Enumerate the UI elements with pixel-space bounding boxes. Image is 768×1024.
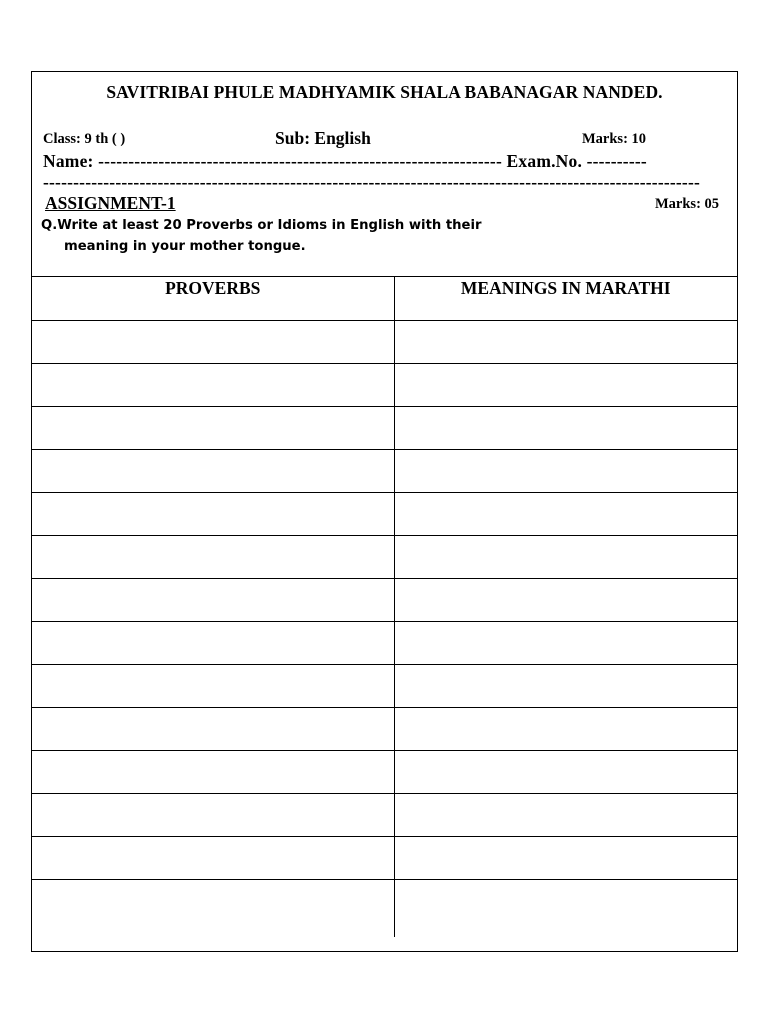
table-row bbox=[32, 364, 737, 407]
table-row bbox=[32, 837, 737, 880]
proverb-cell[interactable] bbox=[32, 579, 394, 622]
table-row bbox=[32, 579, 737, 622]
assignment-sheet bbox=[31, 71, 738, 952]
column-header-meanings: MEANINGS IN MARATHI bbox=[394, 277, 737, 321]
table-row bbox=[32, 880, 737, 937]
meaning-cell[interactable] bbox=[394, 493, 737, 536]
class-label: Class: 9 th ( ) bbox=[43, 131, 126, 147]
proverb-cell[interactable] bbox=[32, 407, 394, 450]
proverbs-table bbox=[32, 276, 737, 937]
table-header-row bbox=[32, 277, 737, 321]
table-row bbox=[32, 794, 737, 837]
name-exam-line: Name: ------------------------------------------------------------------- Exam.No. ---------- bbox=[43, 151, 647, 171]
table-row bbox=[32, 493, 737, 536]
table-body bbox=[32, 321, 737, 937]
question-line-1: Q.Write at least 20 Proverbs or Idioms in English with their bbox=[41, 218, 482, 233]
table-row bbox=[32, 407, 737, 450]
meaning-cell[interactable] bbox=[394, 751, 737, 794]
proverb-cell[interactable] bbox=[32, 450, 394, 493]
meaning-cell[interactable] bbox=[394, 321, 737, 364]
subject-label: Sub: English bbox=[275, 128, 371, 148]
proverb-cell[interactable] bbox=[32, 364, 394, 407]
column-header-proverbs: PROVERBS bbox=[32, 277, 394, 321]
sheet-header bbox=[32, 72, 737, 276]
meaning-cell[interactable] bbox=[394, 837, 737, 880]
table-row bbox=[32, 321, 737, 364]
table-row bbox=[32, 665, 737, 708]
table-row bbox=[32, 536, 737, 579]
proverb-cell[interactable] bbox=[32, 708, 394, 751]
total-marks: Marks: 10 bbox=[582, 131, 647, 147]
meaning-cell[interactable] bbox=[394, 880, 737, 937]
assignment-title: ASSIGNMENT-1 bbox=[45, 193, 176, 213]
meaning-cell[interactable] bbox=[394, 622, 737, 665]
meaning-cell[interactable] bbox=[394, 536, 737, 579]
proverb-cell[interactable] bbox=[32, 536, 394, 579]
proverb-cell[interactable] bbox=[32, 837, 394, 880]
meaning-cell[interactable] bbox=[394, 708, 737, 751]
proverb-cell[interactable] bbox=[32, 493, 394, 536]
meaning-cell[interactable] bbox=[394, 450, 737, 493]
meaning-cell[interactable] bbox=[394, 407, 737, 450]
meaning-cell[interactable] bbox=[394, 579, 737, 622]
proverb-cell[interactable] bbox=[32, 880, 394, 937]
question-line-2: meaning in your mother tongue. bbox=[64, 239, 306, 254]
table-row bbox=[32, 708, 737, 751]
meaning-cell[interactable] bbox=[394, 364, 737, 407]
proverb-cell[interactable] bbox=[32, 751, 394, 794]
proverb-cell[interactable] bbox=[32, 321, 394, 364]
meaning-cell[interactable] bbox=[394, 794, 737, 837]
proverb-cell[interactable] bbox=[32, 622, 394, 665]
table-row bbox=[32, 450, 737, 493]
table-row bbox=[32, 622, 737, 665]
meaning-cell[interactable] bbox=[394, 665, 737, 708]
proverb-cell[interactable] bbox=[32, 665, 394, 708]
question-text bbox=[41, 215, 561, 257]
school-name: SAVITRIBAI PHULE MADHYAMIK SHALA BABANAGAR NANDED. bbox=[106, 82, 663, 102]
proverb-cell[interactable] bbox=[32, 794, 394, 837]
divider-dashes: ------------------------------------------------------------------------------------------------------------- bbox=[43, 172, 701, 192]
table-row bbox=[32, 751, 737, 794]
assignment-marks: Marks: 05 bbox=[655, 196, 720, 212]
